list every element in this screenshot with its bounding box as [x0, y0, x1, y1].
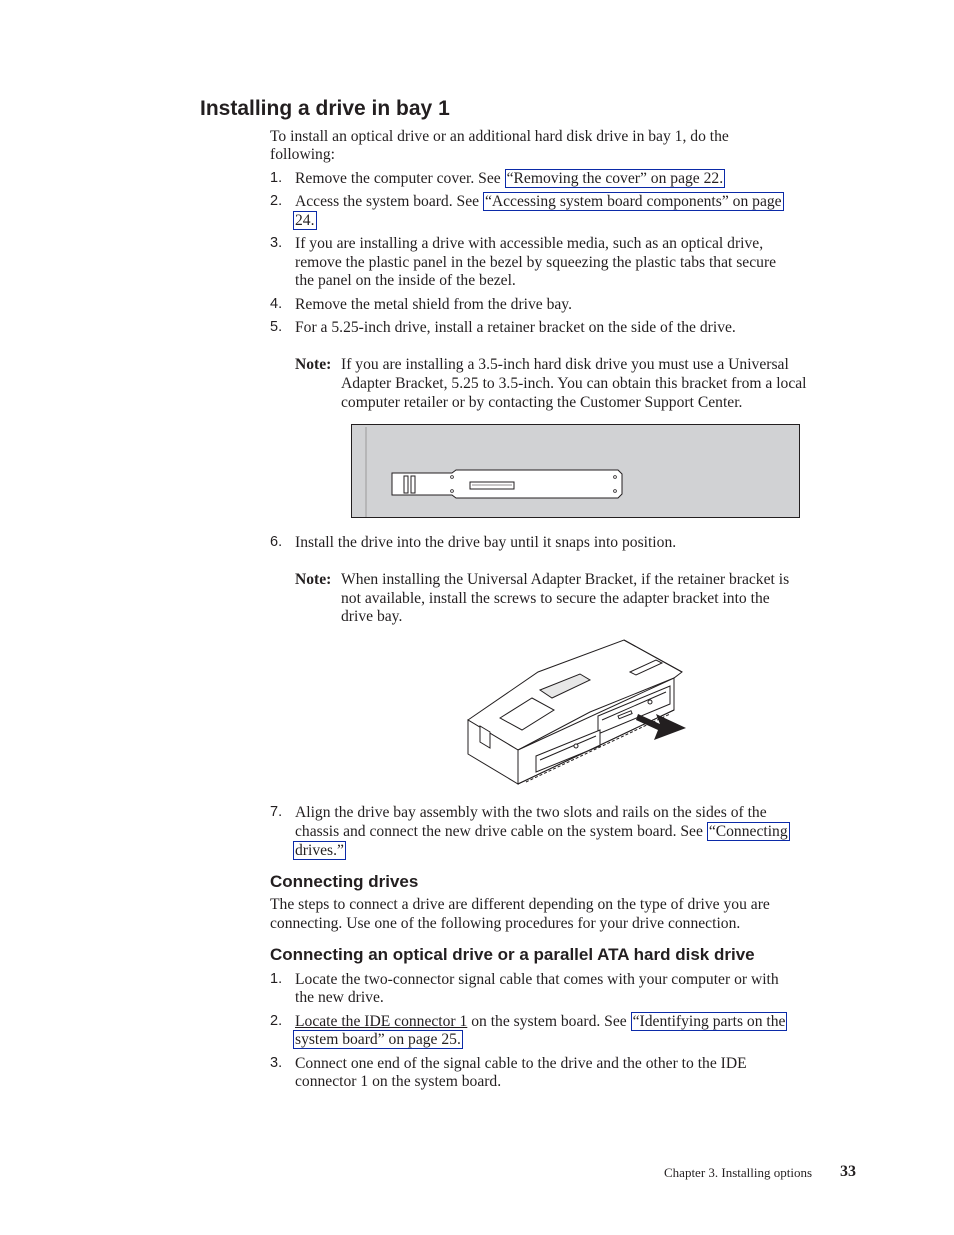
note-label: Note:	[295, 356, 332, 373]
note-line: computer retailer or by contacting the Customer Support Center.	[341, 394, 743, 411]
link-removing-cover[interactable]: “Removing the cover” on page 22.	[506, 170, 724, 187]
step-2-cont	[293, 211, 317, 230]
link-identifying-parts-page[interactable]: system board” on page 25.	[295, 1031, 461, 1048]
step-number: 6.	[270, 534, 283, 550]
optical-step-3-line: connector 1 on the system board.	[295, 1073, 502, 1090]
link-accessing-system-board-page[interactable]: 24.	[295, 212, 315, 229]
retainer-bracket-illustration	[352, 425, 801, 519]
step-3-line: remove the plastic panel in the bezel by squeezing the plastic tabs that secure	[295, 254, 777, 271]
step-text: on the system board. See	[467, 1013, 631, 1030]
note-line: Adapter Bracket, 5.25 to 3.5-inch. You can obtain this bracket from a local	[341, 375, 807, 392]
page-title: Installing a drive in bay 1	[200, 97, 450, 120]
page-number: 33	[840, 1163, 856, 1180]
step-6: Install the drive into the drive bay until it snaps into position.	[295, 534, 677, 551]
step-number: 3.	[270, 1055, 283, 1071]
ide-connector-text[interactable]: Locate the IDE connector 1	[295, 1013, 468, 1030]
step-number: 1.	[270, 170, 283, 186]
intro-line: To install an optical drive or an additional hard disk drive in bay 1, do the	[270, 128, 729, 145]
step-5: For a 5.25-inch drive, install a retainer bracket on the side of the drive.	[295, 319, 736, 336]
drive-bay-figure	[460, 632, 700, 802]
link-connecting-drives[interactable]: “Connecting	[708, 823, 788, 840]
step-3-line: the panel on the inside of the bezel.	[295, 272, 516, 289]
step-7-line: Align the drive bay assembly with the two slots and rails on the sides of the	[295, 804, 767, 821]
step-text: Access the system board. See	[295, 193, 483, 210]
step-1	[295, 169, 725, 188]
step-2	[295, 192, 784, 211]
optical-step-1-line: the new drive.	[295, 989, 384, 1006]
insert-arrow-icon	[636, 714, 686, 740]
step-3-line: If you are installing a drive with accessible media, such as an optical drive,	[295, 235, 764, 252]
note-line: not available, install the screws to secure the adapter bracket into the	[341, 590, 770, 607]
step-4: Remove the metal shield from the drive bay.	[295, 296, 572, 313]
step-7-line	[295, 822, 790, 841]
connecting-line: The steps to connect a drive are different depending on the type of drive you are	[270, 896, 770, 913]
section-title-connecting-drives: Connecting drives	[270, 872, 419, 891]
link-identifying-parts[interactable]: “Identifying parts on the	[632, 1013, 786, 1030]
note-line: drive bay.	[341, 608, 403, 625]
step-number: 1.	[270, 971, 283, 987]
note-label: Note:	[295, 571, 332, 588]
step-text: Remove the computer cover. See	[295, 170, 505, 187]
optical-step-2-cont	[293, 1030, 463, 1049]
step-number: 4.	[270, 296, 283, 312]
step-number: 2.	[270, 193, 283, 209]
note-line: If you are installing a 3.5-inch hard disk drive you must use a Universal	[341, 356, 789, 373]
optical-step-3-line: Connect one end of the signal cable to the drive and the other to the IDE	[295, 1055, 747, 1072]
link-connecting-drives-cont[interactable]: drives.”	[295, 842, 344, 859]
connecting-line: connecting. Use one of the following procedures for your drive connection.	[270, 915, 741, 932]
retainer-bracket-figure	[351, 424, 800, 518]
step-number: 5.	[270, 319, 283, 335]
step-number: 7.	[270, 804, 283, 820]
intro-line: following:	[270, 146, 335, 163]
note-line: When installing the Universal Adapter Bracket, if the retainer bracket is	[341, 571, 790, 588]
link-accessing-system-board[interactable]: “Accessing system board components” on page	[484, 193, 782, 210]
optical-step-2	[295, 1012, 787, 1031]
step-number: 3.	[270, 235, 283, 251]
step-number: 2.	[270, 1013, 283, 1029]
step-7-cont	[293, 841, 346, 860]
step-text: chassis and connect the new drive cable on the system board. See	[295, 823, 707, 840]
footer-chapter: Chapter 3. Installing options	[664, 1165, 813, 1180]
optical-step-1-line: Locate the two-connector signal cable that comes with your computer or with	[295, 971, 779, 988]
section-title-optical: Connecting an optical drive or a parallel ATA hard disk drive	[270, 945, 755, 964]
